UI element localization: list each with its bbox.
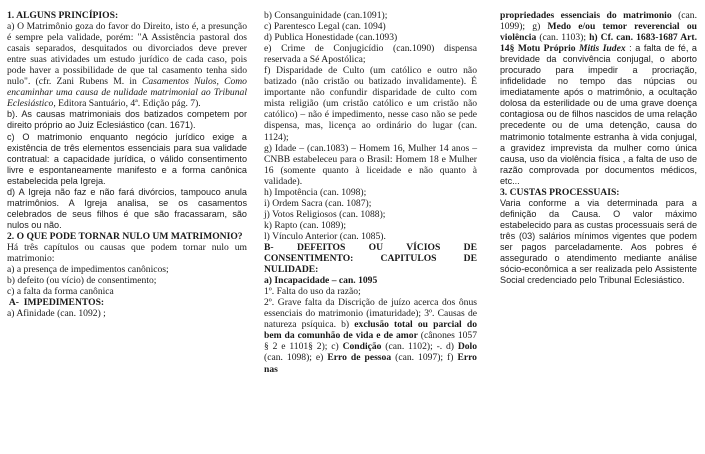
causes-bold: Erro de pessoa (327, 352, 392, 364)
list-item: b) Consanguinidade (can.1091); (264, 10, 388, 21)
continuation-text: : a falta de fé, a brevidade da convivência conjugal, o aborto procurado para impedir a procriação, infidelidade no tempo das núpcias ou imediatamente após o matrimônio, a ocultação dolosa da esterilidade ou de uma grave doença contagiosa ou de filhos nascidos de uma relação precedente ou de uma detenção, causa do matrimonio totalmente estranha à vida conjugal, a gravidez imprevista da mulher como única causa, uso da violência física , a falta de uso de razão comprovada por documentos médicos, etc... (500, 43, 697, 186)
paragraph-f: f) Disparidade de Culto (um católico e outro não batizado (não cristão ou batizado invalidamente). É importante não confundir disparidade de culto com mista religião (um cristão católico e um cristão não católico) – não é impedimento, nesse caso não se pede dispensa, mas, licença ao ordinário do lugar (can. 1124); (264, 65, 477, 143)
paragraph-a-citation: Editora Santuário, 4ª. Edição pág. 7). (55, 98, 201, 110)
paragraph-d: d) A Igreja não faz e não fará divórcios, tampouco anula matrimônios. A Igreja analisa, se os casamentos celebrados de seus filhos é que são fracassaram, são nulos ou não. (7, 186, 247, 230)
continuation-bold: Medo e/ou temor reverencial ou violência (500, 21, 697, 44)
list-item: a) Afinidade (can. 1092) ; (7, 308, 106, 320)
causes-text: (can. 1102); -. d) (381, 341, 458, 353)
causes-bold: Condição (342, 341, 382, 353)
paragraph-continuation (500, 10, 697, 187)
column-right (500, 10, 697, 286)
paragraph-b: b). As causas matrimoniais dos batizados competem por direito próprio ao Juiz Eclesiástico (can. 1671). (7, 109, 247, 131)
causes-text: 2º. Grave falta da Discrição de juízo acerca dos ônus essenciais do matrimonio (imaturidade); 3º. Causas de natureza psíquica. b) (264, 297, 477, 331)
paragraph-a (7, 21, 247, 109)
column-middle (264, 10, 477, 375)
list-item: i) Ordem Sacra (can. 1087); (264, 197, 372, 209)
list-item: l) Vínculo Anterior (can. 1085). (264, 230, 386, 242)
causes-bold: exclusão total ou parcial do bem da comunhão de vida e de amor (264, 319, 477, 342)
list-item: b) defeito (ou vício) de consentimento; (7, 275, 157, 287)
list-item: h) Impotência (can. 1098); (264, 186, 367, 198)
paragraph-causes (264, 297, 477, 374)
continuation-text: (can. 1103); (536, 32, 590, 44)
causes-text: (can. 1097); f) (391, 352, 458, 364)
list-item: a) a presença de impedimentos canônicos; (7, 264, 169, 276)
causes-bold: Dolo (457, 341, 477, 353)
heading-principios: 1. ALGUNS PRINCÍPIOS: (7, 10, 119, 21)
causes-bold: Erro nas (264, 352, 477, 375)
column-left (7, 10, 247, 319)
continuation-bold: h) Cf. can. 1683-1687 Art. 14§ Motu Próprio (500, 32, 697, 55)
paragraph-g: g) Idade – (can.1083) – Homem 16, Mulher 14 anos – CNBB estabeleceu para o Brasil: Homem 18 e Mulher 16 (somente quanto à liceidade e não quanto à validade). (264, 142, 477, 187)
heading-incapacidade: a) Incapacidade – can. 1095 (264, 275, 378, 287)
continuation-text: (can. 1099); g) (500, 10, 697, 33)
paragraph-intro: Há três capítulos ou causas que podem tornar nulo um matrimonio: (7, 241, 247, 265)
causes-text: (can. 1098); e) (264, 352, 328, 364)
heading-impedimentos: A- IMPEDIMENTOS: (7, 297, 105, 309)
heading-custas: 3. CUSTAS PROCESSUAIS: (500, 186, 620, 198)
causes-text: (cânones 1057 § 2 e 1101§ 2); c) (264, 330, 478, 353)
list-item: c) Parentesco Legal (can. 1094) (264, 21, 386, 33)
list-item: c) a falta da forma canônica (7, 286, 114, 298)
list-item: j) Votos Religiosos (can. 1088); (264, 208, 386, 220)
list-item: 1º. Falta do uso da razão; (264, 286, 361, 298)
heading-defeitos: B- DEFEITOS OU VÍCIOS DE CONSENTIMENTO: CAPITULOS DE NULIDADE: (264, 241, 477, 276)
motu-proprio-title: Mitis Iudex (579, 43, 626, 55)
heading-nulidade: 2. O QUE PODE TORNAR NULO UM MATRIMONIO? (7, 230, 243, 242)
continuation-bold: propriedades essenciais do matrimonio (500, 10, 672, 21)
book-title: Casamentos Nulos, Como encaminhar uma causa de nulidade matrimonial ao Tribunal Eclesiástico, (7, 76, 247, 110)
paragraph-c: c) O matrimonio enquanto negócio jurídico exige a existência de três elementos essenciais para sua validade contratual: a capacidade jurídica, o válido consentimento livre e espontaneamente manifesto e a forma canônica estabelecida pela Igreja. (7, 131, 247, 186)
list-item: k) Rapto (can. 1089); (264, 219, 347, 231)
paragraph-a-text: a) O Matrimônio goza do favor do Direito, isto é, a presunção é sempre pela validade, porém: "A Assistência pastoral dos casais separados, desquitados ou divorciados deve prever entre suas atividades um estudo jurídico de cada caso, pois pode haver a possibilidade de que tal casamento tenha sido nulo". (cfr. Zani Rubens M. in (7, 21, 247, 88)
list-item: d) Publica Honestidade (can.1093) (264, 32, 398, 44)
paragraph-custas: Varia conforme a via determinada para a definição da Causa. O valor máximo estabelecido para as custas processuais será de três (03) salários mínimos vigentes que podem ser pagos parceladamente. Aos pobres é assegurado o atendimento mediante análise sócio-econômica a ser realizada pelo Assistente Social credenciado pelo Tribunal Eclesiástico. (500, 197, 697, 286)
paragraph-e: e) Crime de Conjugicídio (can.1090) dispensa reservada a Sé Apostólica; (264, 43, 477, 66)
